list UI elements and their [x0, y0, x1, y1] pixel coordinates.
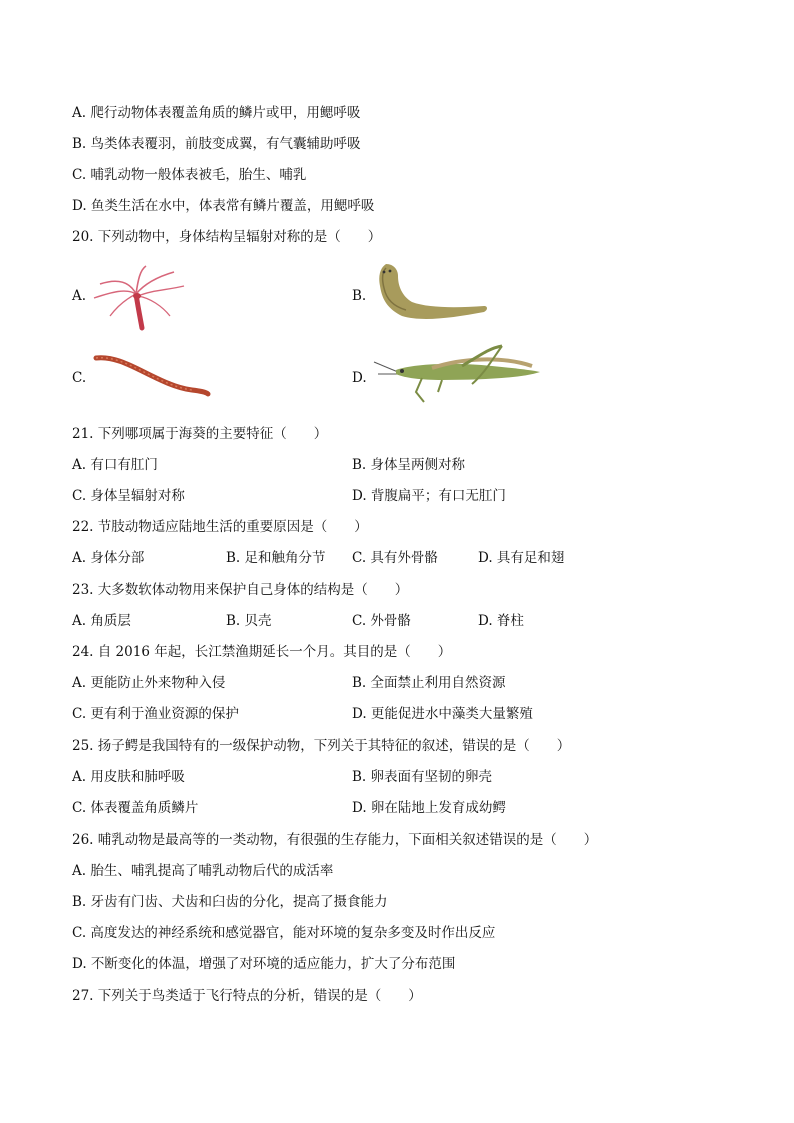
- q26-option-d: D. 不断变化的体温，增强了对环境的适应能力，扩大了分布范围: [72, 956, 456, 972]
- q22-option-a: A. 身体分部: [72, 550, 145, 566]
- q24-option-a: A. 更能防止外来物种入侵: [72, 675, 226, 691]
- q20-label-b: B.: [352, 288, 367, 304]
- q24-option-c: C. 更有利于渔业资源的保护: [72, 706, 239, 722]
- q25-option-d: D. 卵在陆地上发育成幼鳄: [352, 800, 506, 816]
- q23-option-c: C. 外骨骼: [352, 613, 411, 629]
- q23-stem: 23. 大多数软体动物用来保护自己身体的结构是（ ）: [72, 582, 409, 598]
- q19-option-c: C. 哺乳动物一般体表被毛，胎生、哺乳: [72, 167, 307, 183]
- q25-option-b: B. 卵表面有坚韧的卵壳: [352, 769, 493, 785]
- q25-option-c: C. 体表覆盖角质鳞片: [72, 800, 199, 816]
- q24-option-d: D. 更能促进水中藻类大量繁殖: [352, 706, 533, 722]
- grasshopper-image: [372, 344, 544, 408]
- q22-option-b: B. 足和触角分节: [226, 550, 326, 566]
- q23-option-a: A. 角质层: [72, 613, 131, 629]
- q21-option-c: C. 身体呈辐射对称: [72, 488, 185, 504]
- earthworm-image: [92, 350, 212, 400]
- q19-option-a: A. 爬行动物体表覆盖角质的鳞片或甲，用鳃呼吸: [72, 105, 361, 121]
- q26-option-a: A. 胎生、哺乳提高了哺乳动物后代的成活率: [72, 863, 334, 879]
- q26-option-b: B. 牙齿有门齿、犬齿和臼齿的分化，提高了摄食能力: [72, 894, 388, 910]
- q21-option-d: D. 背腹扁平；有口无肛门: [352, 488, 506, 504]
- q20-label-a: A.: [72, 288, 87, 304]
- q25-option-a: A. 用皮肤和肺呼吸: [72, 769, 185, 785]
- q20-label-c: C.: [72, 370, 87, 386]
- q23-option-d: D. 脊柱: [478, 613, 524, 629]
- q22-option-c: C. 具有外骨骼: [352, 550, 438, 566]
- q19-option-b: B. 鸟类体表覆羽，前肢变成翼，有气囊辅助呼吸: [72, 136, 361, 152]
- q22-stem: 22. 节肢动物适应陆地生活的重要原因是（ ）: [72, 519, 368, 535]
- q24-stem: 24. 自 2016 年起，长江禁渔期延长一个月。其目的是（ ）: [72, 644, 452, 660]
- q22-option-d: D. 具有足和翅: [478, 550, 565, 566]
- q24-option-b: B. 全面禁止利用自然资源: [352, 675, 506, 691]
- q25-stem: 25. 扬子鳄是我国特有的一级保护动物，下列关于其特征的叙述，错误的是（ ）: [72, 738, 571, 754]
- q20-label-d: D.: [352, 370, 367, 386]
- q21-stem: 21. 下列哪项属于海葵的主要特征（ ）: [72, 426, 328, 442]
- q26-option-c: C. 高度发达的神经系统和感觉器官，能对环境的复杂多变及时作出反应: [72, 925, 496, 941]
- planarian-image: [372, 262, 492, 326]
- q26-stem: 26. 哺乳动物是最高等的一类动物，有很强的生存能力，下面相关叙述错误的是（ ）: [72, 832, 598, 848]
- q19-option-d: D. 鱼类生活在水中，体表常有鳞片覆盖，用鳃呼吸: [72, 198, 375, 214]
- q21-option-a: A. 有口有肛门: [72, 457, 158, 473]
- q23-option-b: B. 贝壳: [226, 613, 272, 629]
- q21-option-b: B. 身体呈两侧对称: [352, 457, 466, 473]
- hydra-image: [90, 262, 186, 332]
- q20-stem: 20. 下列动物中，身体结构呈辐射对称的是（ ）: [72, 229, 382, 245]
- q27-stem: 27. 下列关于鸟类适于飞行特点的分析，错误的是（ ）: [72, 988, 422, 1004]
